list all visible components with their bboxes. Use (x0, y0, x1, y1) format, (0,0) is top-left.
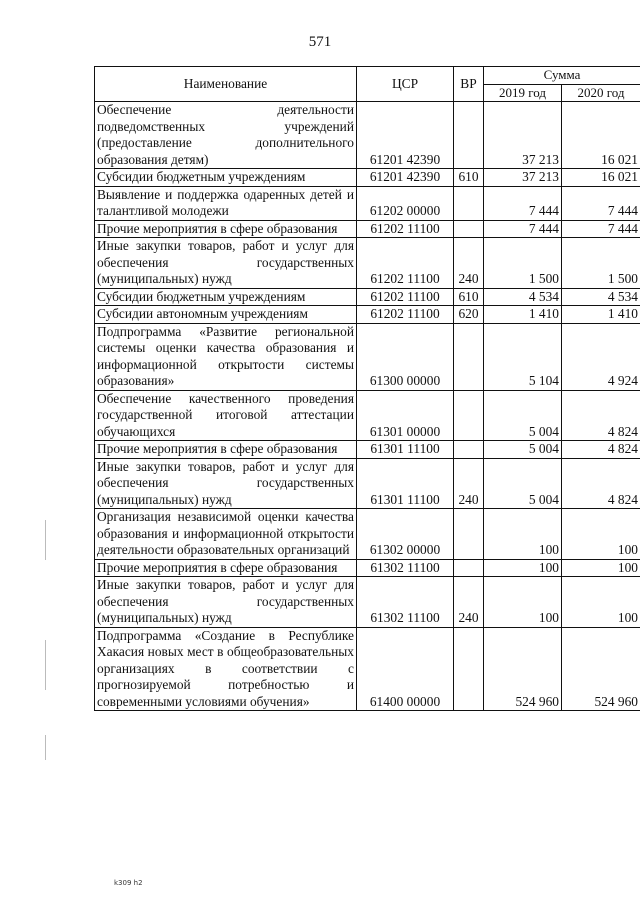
table-row (95, 441, 640, 459)
row-csr-cell: 61202 11100 (357, 220, 454, 238)
table-row (95, 509, 640, 560)
row-sum-2020-cell: 4 824 (562, 390, 640, 441)
row-name-cell: Иные закупки товаров, работ и услуг для обеспечения государственных (муниципальных) нужд (95, 577, 357, 628)
row-sum-2020-cell: 524 960 (562, 627, 640, 711)
row-vr-cell (454, 323, 484, 390)
table-row (95, 288, 640, 306)
row-name-cell: Субсидии бюджетным учреждениям (95, 169, 357, 187)
table-header (95, 67, 640, 102)
row-csr-cell: 61302 11100 (357, 577, 454, 628)
row-name-cell: Обеспечение качественного проведения государственной итоговой аттестации обучающихся (95, 390, 357, 441)
row-csr-cell: 61201 42390 (357, 102, 454, 169)
row-name-cell: Субсидии автономным учреждениям (95, 306, 357, 324)
header-vr: ВР (454, 67, 484, 102)
table-row (95, 458, 640, 509)
page-number: 571 (308, 34, 332, 50)
table-row (95, 306, 640, 324)
row-name-cell: Организация независимой оценки качества образования и информационной открытости деятельности образовательных организаций (95, 509, 357, 560)
row-sum-2020-cell: 7 444 (562, 220, 640, 238)
row-sum-2019-cell: 100 (484, 559, 562, 577)
row-sum-2020-cell: 4 824 (562, 441, 640, 459)
row-name-cell: Прочие мероприятия в сфере образования (95, 441, 357, 459)
header-csr: ЦСР (357, 67, 454, 102)
row-vr-cell (454, 220, 484, 238)
row-sum-2019-cell: 5 104 (484, 323, 562, 390)
row-csr-cell: 61302 11100 (357, 559, 454, 577)
row-vr-cell (454, 559, 484, 577)
row-vr-cell (454, 186, 484, 220)
row-vr-cell (454, 390, 484, 441)
row-sum-2020-cell: 4 824 (562, 458, 640, 509)
row-sum-2019-cell: 4 534 (484, 288, 562, 306)
row-csr-cell: 61400 00000 (357, 627, 454, 711)
row-sum-2020-cell: 7 444 (562, 186, 640, 220)
row-sum-2020-cell: 1 500 (562, 238, 640, 289)
row-csr-cell: 61302 00000 (357, 509, 454, 560)
scan-mark (45, 520, 46, 560)
row-vr-cell: 610 (454, 288, 484, 306)
table-row (95, 627, 640, 711)
header-name: Наименование (95, 67, 357, 102)
table-row (95, 323, 640, 390)
row-name-cell: Прочие мероприятия в сфере образования (95, 559, 357, 577)
table-body (95, 102, 640, 711)
row-csr-cell: 61301 11100 (357, 458, 454, 509)
row-vr-cell (454, 627, 484, 711)
table-row (95, 169, 640, 187)
row-sum-2020-cell: 100 (562, 509, 640, 560)
table-row (95, 577, 640, 628)
row-sum-2019-cell: 5 004 (484, 458, 562, 509)
row-vr-cell: 240 (454, 458, 484, 509)
row-csr-cell: 61201 42390 (357, 169, 454, 187)
row-sum-2019-cell: 7 444 (484, 186, 562, 220)
row-sum-2019-cell: 100 (484, 577, 562, 628)
row-csr-cell: 61301 00000 (357, 390, 454, 441)
row-sum-2019-cell: 37 213 (484, 102, 562, 169)
row-vr-cell (454, 441, 484, 459)
table-row (95, 238, 640, 289)
row-sum-2020-cell: 100 (562, 559, 640, 577)
table-row (95, 559, 640, 577)
row-csr-cell: 61202 11100 (357, 306, 454, 324)
budget-table (94, 66, 640, 711)
row-csr-cell: 61202 11100 (357, 288, 454, 306)
table-row (95, 186, 640, 220)
row-vr-cell: 610 (454, 169, 484, 187)
row-name-cell: Подпрограмма «Развитие региональной системы оценки качества образования и информационной открытости системы образования» (95, 323, 357, 390)
row-sum-2020-cell: 4 534 (562, 288, 640, 306)
row-sum-2019-cell: 5 004 (484, 441, 562, 459)
header-year-2019: 2019 год (484, 84, 562, 102)
header-sum: Сумма (484, 67, 640, 85)
row-sum-2019-cell: 1 410 (484, 306, 562, 324)
header-year-2020: 2020 год (562, 84, 640, 102)
row-sum-2019-cell: 37 213 (484, 169, 562, 187)
row-sum-2019-cell: 7 444 (484, 220, 562, 238)
row-csr-cell: 61301 11100 (357, 441, 454, 459)
row-csr-cell: 61202 00000 (357, 186, 454, 220)
table-row (95, 220, 640, 238)
row-sum-2020-cell: 4 924 (562, 323, 640, 390)
row-name-cell: Выявление и поддержка одаренных детей и талантливой молодежи (95, 186, 357, 220)
row-vr-cell (454, 102, 484, 169)
row-name-cell: Подпрограмма «Создание в Республике Хакасия новых мест в общеобразовательных организациях в соответствии с прогнозируемой потребностью и современными условиями обучения» (95, 627, 357, 711)
table-row (95, 390, 640, 441)
row-vr-cell: 620 (454, 306, 484, 324)
row-sum-2020-cell: 1 410 (562, 306, 640, 324)
table-row (95, 102, 640, 169)
row-sum-2020-cell: 16 021 (562, 169, 640, 187)
row-vr-cell (454, 509, 484, 560)
scan-mark (45, 640, 46, 690)
scan-mark (45, 735, 46, 760)
row-name-cell: Субсидии бюджетным учреждениям (95, 288, 357, 306)
row-name-cell: Прочие мероприятия в сфере образования (95, 220, 357, 238)
row-sum-2019-cell: 5 004 (484, 390, 562, 441)
row-vr-cell: 240 (454, 238, 484, 289)
row-sum-2020-cell: 100 (562, 577, 640, 628)
row-csr-cell: 61300 00000 (357, 323, 454, 390)
row-sum-2019-cell: 1 500 (484, 238, 562, 289)
row-sum-2019-cell: 524 960 (484, 627, 562, 711)
row-csr-cell: 61202 11100 (357, 238, 454, 289)
row-name-cell: Иные закупки товаров, работ и услуг для обеспечения государственных (муниципальных) нужд (95, 238, 357, 289)
row-name-cell: Обеспечение деятельности подведомственных учреждений (предоставление дополнительного образования детям) (95, 102, 357, 169)
row-sum-2019-cell: 100 (484, 509, 562, 560)
footer-code: k309 h2 (114, 879, 143, 887)
row-name-cell: Иные закупки товаров, работ и услуг для обеспечения государственных (муниципальных) нужд (95, 458, 357, 509)
row-vr-cell: 240 (454, 577, 484, 628)
row-sum-2020-cell: 16 021 (562, 102, 640, 169)
